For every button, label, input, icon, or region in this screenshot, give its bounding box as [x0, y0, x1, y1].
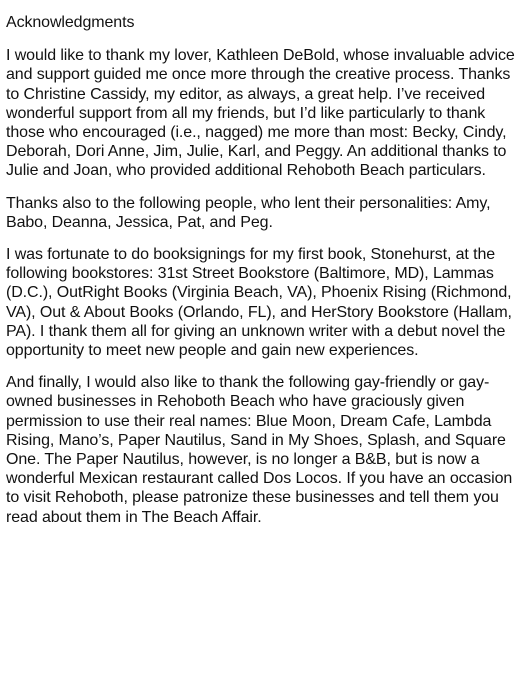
paragraph-thanks-friends: I would like to thank my lover, Kathleen DeBold, whose invaluable advice and support guided me once more through the creative process. Thanks to Christine Cassidy, my editor, as always, a great help. I’ve received wonderful support from all my friends, but I’d like particularly to thank those who encouraged (i.e., nagged) me more than most: Becky, Cindy, Deborah, Dori Anne, Jim, Julie, Karl, and Peggy. An additional thanks to Julie and Joan, who provided additional Rehoboth Beach particulars. [6, 47, 515, 180]
paragraph-thanks-businesses: And finally, I would also like to thank the following gay-friendly or gay-owned businesses in Rehoboth Beach who have graciously given permission to use their real names: Blue Moon, Dream Cafe, Lambda Rising, Mano’s, Paper Nautilus, Sand in My Shoes, Splash, and Square One. The Paper Nautilus, however, is no longer a B&B, but is now a wonderful Mexican restaurant called Dos Locos. If you have an occasion to visit Rehoboth, please patronize these businesses and tell them you read about them in The Beach Affair. [6, 374, 513, 526]
paragraph-thanks-bookstores: I was fortunate to do booksignings for my first book, Stonehurst, at the following bookstores: 31st Street Bookstore (Baltimore, MD), Lammas (D.C.), OutRight Books (Virginia Beach, VA), Phoenix Rising (Richmond, VA), Out & About Books (Orlando, FL), and HerStory Bookstore (Hallam, PA). I thank them all for giving an unknown writer with a debut novel the opportunity to meet new people and gain new experiences. [6, 246, 512, 360]
document-page [6, 13, 520, 540]
page-title: Acknowledgments [6, 14, 135, 31]
paragraph-thanks-personalities: Thanks also to the following people, who lent their personalities: Amy, Babo, Deanna, Jessica, Pat, and Peg. [6, 194, 491, 231]
